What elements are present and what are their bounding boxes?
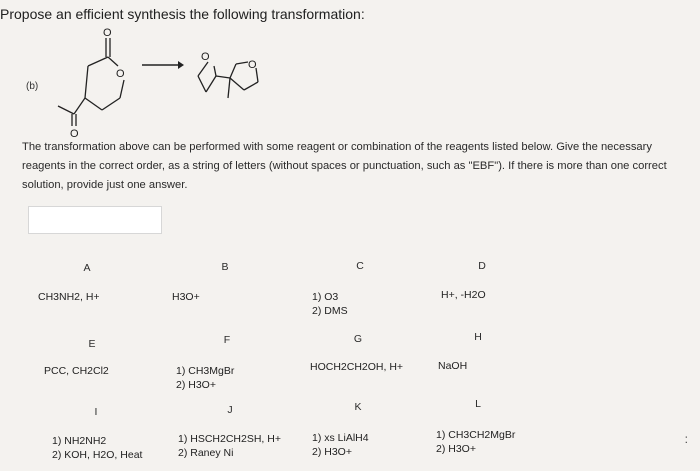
reagent-a-line-1: CH3NH2, H+ (38, 291, 100, 303)
reagent-g-line-1: HOCH2CH2OH, H+ (310, 361, 404, 373)
reagent-text-e (44, 364, 109, 378)
reagent-text-j (178, 432, 281, 460)
reagent-c-line-2: 2) DMS (312, 305, 348, 317)
reagent-letter-c: C (356, 260, 364, 272)
reagent-f-line-2: 2) H3O+ (176, 379, 216, 391)
reagent-text-c (312, 290, 348, 318)
reagent-letter-i: I (94, 406, 98, 418)
part-label: (b) (26, 81, 39, 92)
reagent-letter-k: K (354, 401, 362, 413)
reagent-j-line-2: 2) Raney Ni (178, 447, 234, 459)
reagent-letter-d: D (478, 260, 486, 272)
reagent-k-line-2: 2) H3O+ (312, 446, 352, 458)
reagent-text-b (172, 290, 200, 304)
reagent-b-line-1: H3O+ (172, 291, 200, 303)
reagent-text-k (312, 431, 369, 459)
question-title: Propose an efficient synthesis the following transformation: (0, 6, 365, 22)
ring-oxygen-label: O (116, 68, 125, 80)
reagent-e-line-1: PCC, CH2Cl2 (44, 365, 109, 377)
answer-input[interactable] (28, 206, 162, 234)
reagent-h-line-1: NaOH (438, 360, 468, 372)
reagent-letter-e: E (88, 338, 96, 350)
reagent-k-line-1: 1) xs LiAlH4 (312, 432, 369, 444)
dioxolane-oxygen-label: O (201, 51, 210, 63)
instructions-paragraph: The transformation above can be performed with some reagent or combination of the reagents listed below. Give the necessary reagents in the correct order, as a string of letters (without spaces or punctuation, such as "EBF"). If there is more than one correct solution, provide just one answer. (22, 141, 667, 191)
reagent-text-i (52, 434, 142, 462)
reagent-letter-l: L (475, 398, 481, 410)
reagent-l-line-2: 2) H3O+ (436, 443, 476, 455)
reagent-c-line-1: 1) O3 (312, 291, 339, 303)
reagent-text-d (441, 288, 486, 302)
reagent-letter-a: A (83, 262, 91, 274)
product-structure (186, 46, 276, 108)
ring-oxygen-label: O (248, 59, 257, 71)
carbonyl-oxygen-label: O (103, 27, 112, 39)
reagent-i-line-1: 1) NH2NH2 (52, 435, 107, 447)
reagent-letter-b: B (221, 261, 229, 273)
reagent-letter-f: F (223, 334, 231, 346)
reagent-text-h (438, 359, 467, 373)
reagent-letter-g: G (353, 333, 363, 345)
reagent-d-line-1: H+, -H2O (441, 289, 486, 301)
ketone-oxygen-label: O (70, 128, 79, 138)
reagent-i-line-2: 2) KOH, H2O, Heat (52, 449, 143, 461)
reagent-l-line-1: 1) CH3CH2MgBr (436, 429, 516, 441)
reagent-text-l (436, 428, 515, 456)
reagent-letter-j: J (227, 404, 233, 416)
reagent-j-line-1: 1) HSCH2CH2SH, H+ (178, 433, 281, 445)
reagent-text-g (310, 360, 403, 374)
trailing-mark: : (684, 432, 688, 446)
reagent-letter-h: H (474, 331, 482, 343)
reaction-arrow (140, 58, 184, 72)
reagent-text-f (176, 364, 234, 392)
reagent-f-line-1: 1) CH3MgBr (176, 365, 235, 377)
starting-material-structure (40, 18, 140, 138)
reagent-text-a (38, 290, 100, 304)
